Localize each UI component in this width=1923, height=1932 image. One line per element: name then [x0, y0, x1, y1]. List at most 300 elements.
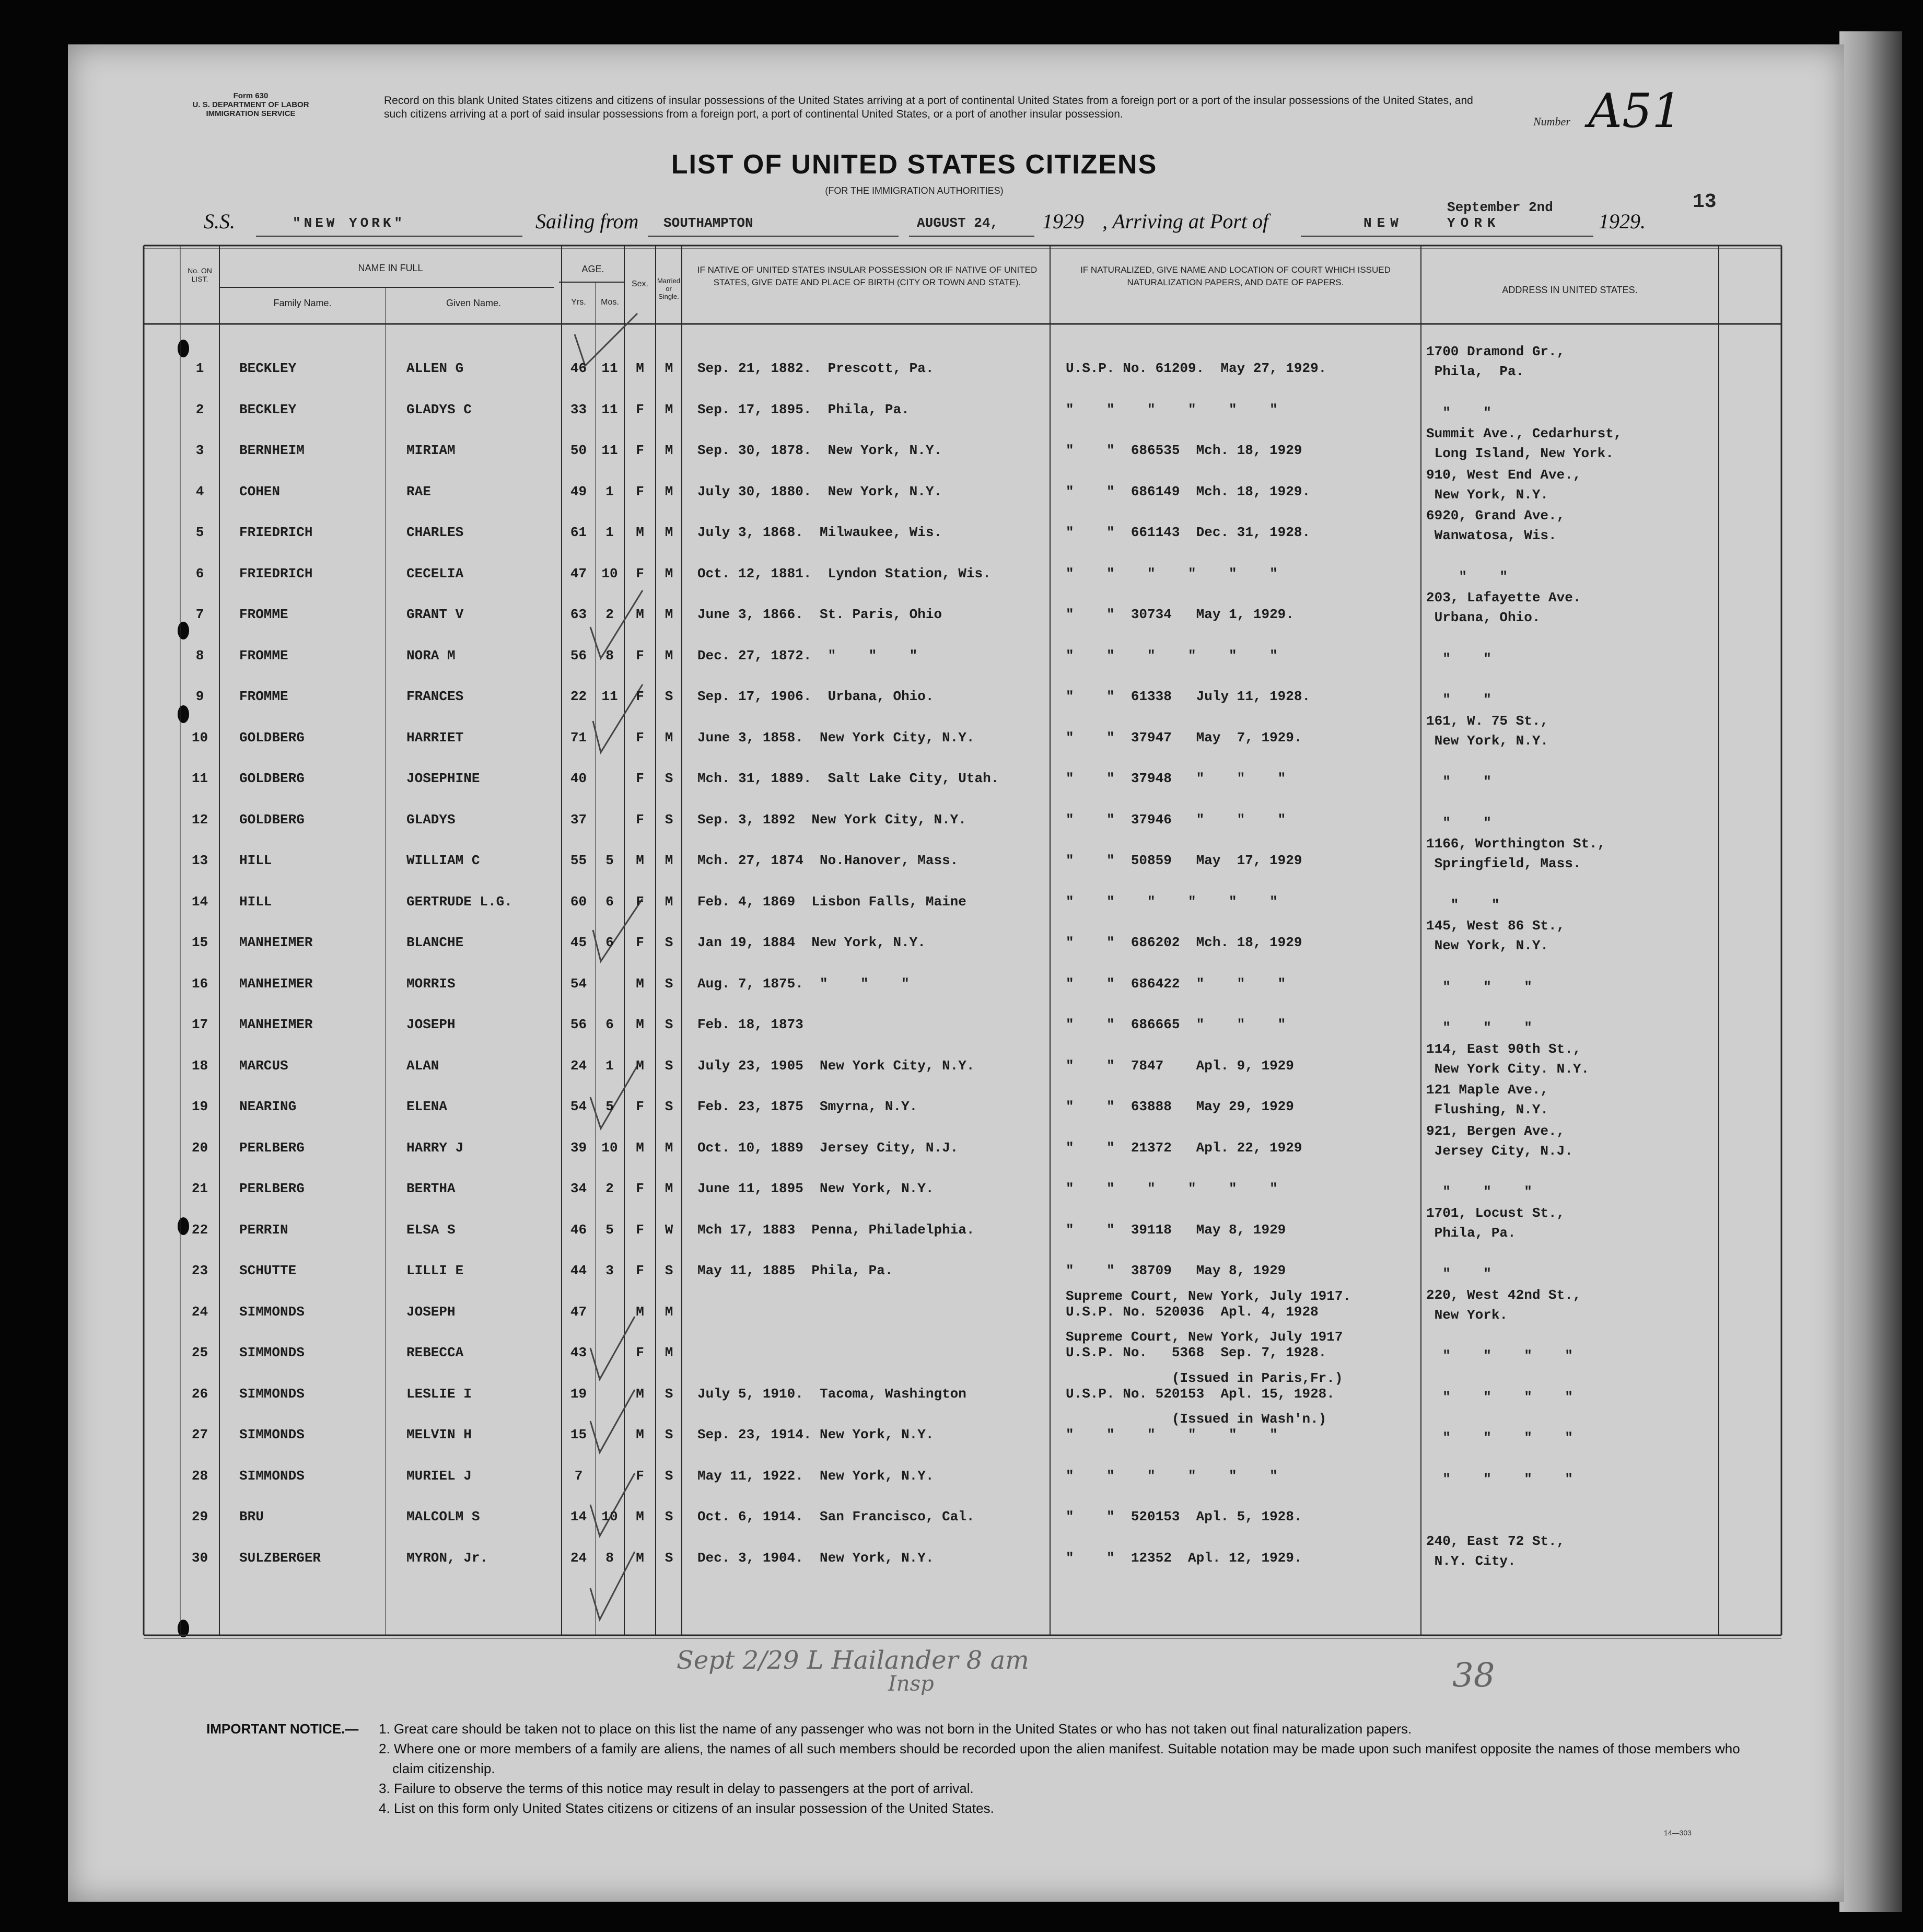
marital-status: M	[665, 853, 673, 868]
address-line-2: Phila, Pa.	[1426, 1225, 1516, 1241]
address-line-2: " "	[1426, 651, 1491, 667]
age-months: 2	[605, 1181, 614, 1196]
marital-status: S	[665, 1386, 673, 1402]
marital-status: M	[665, 566, 673, 581]
naturalization-info: " " 661143 Dec. 31, 1928.	[1066, 525, 1311, 540]
naturalization-info: " " 686149 Mch. 18, 1929.	[1066, 484, 1311, 499]
marital-status: S	[665, 771, 673, 786]
age-years: 47	[570, 566, 587, 581]
family-name: FRIEDRICH	[239, 566, 313, 581]
birth-info: May 11, 1922. New York, N.Y.	[697, 1468, 934, 1484]
birth-info: Sep. 17, 1895. Phila, Pa.	[697, 402, 910, 417]
birth-info: Feb. 4, 1869 Lisbon Falls, Maine	[697, 894, 966, 910]
given-name: GRANT V	[406, 607, 464, 622]
family-name: FROMME	[239, 607, 288, 622]
naturalization-info: U.S.P. No. 520153 Apl. 15, 1928.	[1066, 1386, 1335, 1402]
col-header-given: Given Name.	[446, 298, 502, 308]
sex: F	[636, 894, 644, 910]
address-line-2: New York City. N.Y.	[1426, 1061, 1590, 1077]
sex: M	[636, 525, 644, 540]
age-months: 10	[601, 1140, 618, 1156]
age-years: 37	[570, 812, 587, 828]
birth-info: May 11, 1885 Phila, Pa.	[697, 1263, 893, 1278]
address-line-2: " "	[1426, 569, 1508, 585]
address-line-2: " "	[1426, 815, 1491, 831]
footer-code: 14—303	[1664, 1829, 1692, 1837]
age-months: 11	[601, 360, 618, 376]
row-number: 20	[191, 1140, 208, 1156]
intro-text: Record on this blank United States citizens and citizens of insular possessions of the United States arriving at a port of continental United States from a foreign port or a port of the insular possessions of the United States, and such citizens arriving at a port of said insular possessions from a foreign port, a port of continental United States, or a port of another insular possession.	[384, 95, 1473, 120]
naturalization-info: " " 520153 Apl. 5, 1928.	[1066, 1509, 1302, 1524]
age-years: 63	[570, 607, 587, 622]
family-name: SIMMONDS	[239, 1427, 305, 1442]
given-name: GLADYS C	[406, 402, 472, 417]
sex: M	[636, 1509, 644, 1524]
check-mark	[590, 1066, 637, 1128]
service: IMMIGRATION SERVICE	[206, 109, 296, 118]
row-number: 28	[191, 1468, 208, 1484]
address-line-2: Flushing, N.Y.	[1426, 1102, 1549, 1118]
address-line-1: 921, Bergen Ave.,	[1426, 1123, 1565, 1139]
naturalization-court: Supreme Court, New York, July 1917.	[1066, 1288, 1351, 1304]
family-name: MANHEIMER	[239, 935, 313, 950]
marital-status: M	[665, 1304, 673, 1320]
address-line-2: New York, N.Y.	[1426, 487, 1549, 503]
birth-info: Mch 17, 1883 Penna, Philadelphia.	[697, 1222, 975, 1238]
marital-status: M	[665, 1181, 673, 1196]
address-line-2: Jersey City, N.J.	[1426, 1143, 1573, 1159]
marital-status: M	[665, 730, 673, 746]
row-number: 27	[191, 1427, 208, 1442]
age-months: 8	[605, 1550, 614, 1566]
page-number: 13	[1693, 191, 1717, 213]
given-name: GLADYS	[406, 812, 456, 828]
naturalization-info: " " 37948 " " "	[1066, 771, 1286, 786]
address-line-2: " "	[1426, 692, 1491, 707]
family-name: BERNHEIM	[239, 443, 305, 458]
birth-info: Oct. 10, 1889 Jersey City, N.J.	[697, 1140, 959, 1156]
col-header-mos: Mos.	[601, 298, 619, 307]
address-line-2: " " " "	[1426, 1430, 1573, 1446]
marital-status: S	[665, 1468, 673, 1484]
address-line-1: 240, East 72 St.,	[1426, 1533, 1565, 1549]
age-months: 1	[605, 525, 614, 540]
row-number: 14	[191, 894, 208, 910]
page-subtitle: (FOR THE IMMIGRATION AUTHORITIES)	[825, 185, 1004, 196]
number-label: Number	[1533, 115, 1570, 128]
col-header-age: AGE.	[581, 264, 604, 274]
address-line-2: N.Y. City.	[1426, 1553, 1516, 1569]
arrival-date: September 2nd	[1447, 200, 1553, 215]
row-number: 1	[195, 360, 204, 376]
address-line-2: New York, N.Y.	[1426, 938, 1549, 953]
age-years: 56	[570, 648, 587, 664]
naturalization-info: " " " " " "	[1066, 1427, 1278, 1442]
naturalization-info: " " " " " "	[1066, 566, 1278, 581]
age-months: 10	[601, 1509, 618, 1524]
naturalization-info: " " 38709 May 8, 1929	[1066, 1263, 1286, 1278]
birth-info: Oct. 6, 1914. San Francisco, Cal.	[697, 1509, 975, 1524]
given-name: CECELIA	[406, 566, 464, 581]
birth-info: Sep. 23, 1914. New York, N.Y.	[697, 1427, 934, 1442]
birth-info: June 3, 1866. St. Paris, Ohio	[697, 607, 942, 622]
given-name: MYRON, Jr.	[406, 1550, 488, 1566]
age-months: 5	[605, 1222, 614, 1238]
age-months: 11	[601, 443, 618, 458]
sex: F	[636, 402, 644, 417]
address-line-2: " " "	[1426, 1184, 1532, 1200]
row-number: 12	[191, 812, 208, 828]
family-name: GOLDBERG	[239, 730, 305, 746]
departure-date: AUGUST 24,	[917, 215, 999, 231]
address-line-1: Summit Ave., Cedarhurst,	[1426, 426, 1622, 441]
sex: M	[636, 1427, 644, 1442]
sex: F	[636, 1345, 644, 1360]
given-name: JOSEPHINE	[406, 771, 480, 786]
inspector-title: Insp	[888, 1672, 934, 1696]
birth-info: Dec. 3, 1904. New York, N.Y.	[697, 1550, 934, 1566]
marital-status: S	[665, 1550, 673, 1566]
given-name: JOSEPH	[406, 1017, 456, 1032]
address-line-2: New York, N.Y.	[1426, 733, 1549, 749]
row-number: 6	[195, 566, 204, 581]
marital-status: M	[665, 443, 673, 458]
address-line-2: " "	[1426, 405, 1491, 421]
family-name: FROMME	[239, 648, 288, 664]
naturalization-info: U.S.P. No. 520036 Apl. 4, 1928	[1066, 1304, 1319, 1320]
age-years: 60	[570, 894, 587, 910]
naturalization-info: " " " " " "	[1066, 648, 1278, 664]
notice-heading: IMPORTANT NOTICE.—	[206, 1721, 359, 1737]
age-months: 5	[605, 853, 614, 868]
given-name: MELVIN H	[406, 1427, 472, 1442]
given-name: BLANCHE	[406, 935, 464, 950]
birth-info: July 5, 1910. Tacoma, Washington	[697, 1386, 966, 1402]
given-name: CHARLES	[406, 525, 464, 540]
naturalization-info: " " 686535 Mch. 18, 1929	[1066, 443, 1302, 458]
age-years: 45	[570, 935, 587, 950]
col-header-family: Family Name.	[273, 298, 332, 308]
age-years: 14	[570, 1509, 587, 1524]
age-months: 10	[601, 566, 618, 581]
department: U. S. DEPARTMENT OF LABOR	[192, 100, 309, 109]
marital-status: M	[665, 648, 673, 664]
row-number: 10	[191, 730, 208, 746]
given-name: LILLI E	[406, 1263, 464, 1278]
address-line-1: 910, West End Ave.,	[1426, 467, 1581, 483]
birth-info: June 11, 1895 New York, N.Y.	[697, 1181, 934, 1196]
family-name: COHEN	[239, 484, 281, 499]
naturalization-info: " " 61338 July 11, 1928.	[1066, 689, 1311, 704]
given-name: MORRIS	[406, 976, 456, 992]
ship-name: "NEW YORK"	[293, 215, 406, 231]
address-line-2: Phila, Pa.	[1426, 364, 1524, 379]
row-number: 9	[195, 689, 204, 704]
check-mark	[575, 313, 637, 366]
address-line-2: Urbana, Ohio.	[1426, 610, 1541, 625]
naturalization-court: (Issued in Paris,Fr.)	[1066, 1370, 1343, 1386]
row-number: 7	[195, 607, 204, 622]
age-years: 43	[570, 1345, 587, 1360]
given-name: GERTRUDE L.G.	[406, 894, 512, 910]
arrival-port-1: NEW	[1363, 215, 1404, 231]
row-number: 26	[191, 1386, 208, 1402]
birth-info: Dec. 27, 1872. " " "	[697, 648, 918, 664]
address-line-1: 121 Maple Ave.,	[1426, 1082, 1549, 1098]
age-years: 46	[570, 1222, 587, 1238]
birth-info: Aug. 7, 1875. " " "	[697, 976, 910, 992]
inspector-signature: Sept 2/29 L Hailander 8 am	[677, 1646, 1029, 1675]
age-years: 50	[570, 443, 587, 458]
given-name: WILLIAM C	[406, 853, 480, 868]
marital-status: M	[665, 607, 673, 622]
sailing-label: Sailing from	[535, 210, 639, 233]
naturalization-info: " " 50859 May 17, 1929	[1066, 853, 1302, 868]
given-name: ALLEN G	[406, 360, 464, 376]
row-number: 3	[195, 443, 204, 458]
col-header-address: ADDRESS IN UNITED STATES.	[1502, 285, 1638, 295]
row-number: 16	[191, 976, 208, 992]
address-line-2: Springfield, Mass.	[1426, 856, 1581, 871]
sex: F	[636, 689, 644, 704]
col-header-naturalized: IF NATURALIZED, GIVE NAME AND LOCATION OF COURT WHICH ISSUED NATURALIZATION PAPERS, AND DATE OF PAPERS.	[1080, 265, 1391, 287]
age-months: 3	[605, 1263, 614, 1278]
row-number: 29	[191, 1509, 208, 1524]
age-years: 47	[570, 1304, 587, 1320]
naturalization-info: " " " " " "	[1066, 1468, 1278, 1484]
given-name: MURIEL J	[406, 1468, 472, 1484]
naturalization-info: " " 7847 Apl. 9, 1929	[1066, 1058, 1294, 1074]
row-number: 5	[195, 525, 204, 540]
address-line-2: " " " "	[1426, 1389, 1573, 1405]
sex: M	[636, 1550, 644, 1566]
family-name: MARCUS	[239, 1058, 288, 1074]
birth-info: Sep. 21, 1882. Prescott, Pa.	[697, 360, 934, 376]
marital-status: W	[665, 1222, 673, 1238]
row-number: 4	[195, 484, 204, 499]
marital-status: M	[665, 402, 673, 417]
family-name: GOLDBERG	[239, 812, 305, 828]
given-name: ALAN	[406, 1058, 439, 1074]
age-months: 6	[605, 935, 614, 950]
age-years: 56	[570, 1017, 587, 1032]
address-line-2: " " "	[1426, 1020, 1532, 1035]
list-number: A51	[1588, 84, 1682, 138]
sex: F	[636, 935, 644, 950]
arrival-port-2: YORK	[1447, 215, 1501, 231]
naturalization-court: Supreme Court, New York, July 1917	[1066, 1329, 1343, 1345]
family-name: BECKLEY	[239, 402, 297, 417]
marital-status: M	[665, 360, 673, 376]
age-years: 24	[570, 1058, 587, 1074]
ss-label: S.S.	[204, 210, 235, 233]
naturalization-info: " " " " " "	[1066, 402, 1278, 417]
birth-info: July 23, 1905 New York City, N.Y.	[697, 1058, 975, 1074]
address-line-1: 203, Lafayette Ave.	[1426, 590, 1581, 606]
birth-info: Sep. 3, 1892 New York City, N.Y.	[697, 812, 966, 828]
row-number: 13	[191, 853, 208, 868]
age-years: 24	[570, 1550, 587, 1566]
family-name: PERLBERG	[239, 1140, 305, 1156]
marital-status: M	[665, 1345, 673, 1360]
naturalization-info: " " " " " "	[1066, 1181, 1278, 1196]
age-months: 6	[605, 894, 614, 910]
age-years: 19	[570, 1386, 587, 1402]
address-line-1: 145, West 86 St.,	[1426, 918, 1565, 934]
handwritten-count: 38	[1452, 1656, 1495, 1695]
col-header-no: No. ON LIST.	[188, 266, 212, 283]
family-name: GOLDBERG	[239, 771, 305, 786]
sex: F	[636, 730, 644, 746]
marital-status: S	[665, 1058, 673, 1074]
age-months: 11	[601, 689, 618, 704]
naturalization-info: " " 12352 Apl. 12, 1929.	[1066, 1550, 1302, 1566]
sex: M	[636, 1017, 644, 1032]
departure-year: 1929	[1042, 210, 1084, 233]
family-name: SCHUTTE	[239, 1263, 297, 1278]
family-name: HILL	[239, 894, 272, 910]
address-line-1: 220, West 42nd St.,	[1426, 1287, 1581, 1303]
age-years: 7	[574, 1468, 583, 1484]
birth-info: July 30, 1880. New York, N.Y.	[697, 484, 942, 499]
address-line-2: " "	[1426, 1266, 1491, 1282]
departure-port: SOUTHAMPTON	[663, 215, 753, 231]
address-line-1: 1700 Dramond Gr.,	[1426, 344, 1565, 359]
age-years: 71	[570, 730, 587, 746]
sex: M	[636, 1058, 644, 1074]
birth-info: Mch. 27, 1874 No.Hanover, Mass.	[697, 853, 959, 868]
family-name: SIMMONDS	[239, 1304, 305, 1320]
marital-status: S	[665, 689, 673, 704]
marital-status: S	[665, 1427, 673, 1442]
birth-info: Sep. 30, 1878. New York, N.Y.	[697, 443, 942, 458]
row-number: 19	[191, 1099, 208, 1114]
col-header-yrs: Yrs.	[571, 298, 586, 307]
family-name: MANHEIMER	[239, 1017, 313, 1032]
address-line-1: 6920, Grand Ave.,	[1426, 508, 1565, 523]
given-name: MALCOLM S	[406, 1509, 480, 1524]
age-years: 44	[570, 1263, 587, 1278]
birth-info: Jan 19, 1884 New York, N.Y.	[697, 935, 926, 950]
notice-item: 1. Great care should be taken not to place on this list the name of any passenger who was not born in the United States or who has not taken out final naturalization papers.	[379, 1721, 1412, 1737]
sex: F	[636, 443, 644, 458]
address-line-1: 114, East 90th St.,	[1426, 1041, 1581, 1057]
marital-status: M	[665, 894, 673, 910]
notice-item: 3. Failure to observe the terms of this notice may result in delay to passengers at the port of arrival.	[379, 1780, 974, 1796]
sex: F	[636, 812, 644, 828]
naturalization-info: " " " " " "	[1066, 894, 1278, 910]
row-number: 18	[191, 1058, 208, 1074]
family-name: NEARING	[239, 1099, 297, 1114]
given-name: HARRY J	[406, 1140, 464, 1156]
row-number: 17	[191, 1017, 208, 1032]
row-number: 23	[191, 1263, 208, 1278]
age-years: 34	[570, 1181, 587, 1196]
page-title: LIST OF UNITED STATES CITIZENS	[671, 149, 1158, 180]
birth-info: Feb. 18, 1873	[697, 1017, 803, 1032]
age-years: 54	[570, 976, 587, 992]
address-line-2: Wanwatosa, Wis.	[1426, 528, 1557, 543]
age-years: 46	[570, 360, 587, 376]
sex: F	[636, 1222, 644, 1238]
given-name: FRANCES	[406, 689, 464, 704]
row-number: 24	[191, 1304, 208, 1320]
marital-status: S	[665, 935, 673, 950]
sex: M	[636, 360, 644, 376]
given-name: BERTHA	[406, 1181, 456, 1196]
marital-status: M	[665, 1140, 673, 1156]
given-name: NORA M	[406, 648, 456, 664]
marital-status: S	[665, 1099, 673, 1114]
arriving-label: , Arriving at Port of	[1102, 210, 1269, 233]
naturalization-info: U.S.P. No. 61209. May 27, 1929.	[1066, 360, 1327, 376]
marital-status: S	[665, 1017, 673, 1032]
birth-info: Sep. 17, 1906. Urbana, Ohio.	[697, 689, 934, 704]
naturalization-info: " " 21372 Apl. 22, 1929	[1066, 1140, 1302, 1156]
address-line-2: Long Island, New York.	[1426, 446, 1614, 461]
marital-status: S	[665, 812, 673, 828]
address-line-1: 161, W. 75 St.,	[1426, 713, 1549, 729]
sex: F	[636, 1099, 644, 1114]
age-months: 11	[601, 402, 618, 417]
naturalization-info: " " 37946 " " "	[1066, 812, 1286, 828]
age-years: 55	[570, 853, 587, 868]
naturalization-info: U.S.P. No. 5368 Sep. 7, 1928.	[1066, 1345, 1327, 1360]
given-name: REBECCA	[406, 1345, 464, 1360]
notice-item: 4. List on this form only United States citizens or citizens of an insular possession of the United States.	[379, 1800, 994, 1816]
sex: M	[636, 853, 644, 868]
given-name: ELENA	[406, 1099, 448, 1114]
naturalization-info: " " 63888 May 29, 1929	[1066, 1099, 1294, 1114]
age-years: 15	[570, 1427, 587, 1442]
birth-info: July 3, 1868. Milwaukee, Wis.	[697, 525, 942, 540]
family-name: FROMME	[239, 689, 288, 704]
age-years: 49	[570, 484, 587, 499]
family-name: BRU	[239, 1509, 264, 1524]
sex: F	[636, 1181, 644, 1196]
address-line-2: " " "	[1426, 979, 1532, 995]
naturalization-info: " " 686422 " " "	[1066, 976, 1286, 992]
row-number: 2	[195, 402, 204, 417]
sex: F	[636, 648, 644, 664]
row-number: 25	[191, 1345, 208, 1360]
family-name: SIMMONDS	[239, 1386, 305, 1402]
naturalization-info: " " 37947 May 7, 1929.	[1066, 730, 1302, 746]
marital-status: M	[665, 525, 673, 540]
col-header-native: IF NATIVE OF UNITED STATES INSULAR POSSESSION OR IF NATIVE OF UNITED STATES, GIVE DATE AND PLACE OF BIRTH (CITY OR TOWN AND STATE).	[697, 265, 1038, 287]
address-line-2: " " " "	[1426, 1348, 1573, 1364]
naturalization-info: " " 686202 Mch. 18, 1929	[1066, 935, 1302, 950]
family-name: PERRIN	[239, 1222, 288, 1238]
col-header-sex: Sex.	[631, 280, 648, 288]
col-header-married: Married or Single.	[657, 277, 681, 300]
sex: F	[636, 771, 644, 786]
form-number: Form 630	[233, 91, 269, 100]
sex: M	[636, 976, 644, 992]
sex: F	[636, 1468, 644, 1484]
birth-info: Oct. 12, 1881. Lyndon Station, Wis.	[697, 566, 991, 581]
age-months: 5	[605, 1099, 614, 1114]
row-number: 8	[195, 648, 204, 664]
notice-items	[379, 1719, 1747, 1818]
naturalization-court: (Issued in Wash'n.)	[1066, 1411, 1327, 1427]
address-line-2: New York.	[1426, 1307, 1508, 1323]
row-number: 21	[191, 1181, 208, 1196]
age-years: 54	[570, 1099, 587, 1114]
arrival-year: 1929.	[1599, 210, 1646, 233]
naturalization-info: " " 30734 May 1, 1929.	[1066, 607, 1294, 622]
sex: M	[636, 607, 644, 622]
